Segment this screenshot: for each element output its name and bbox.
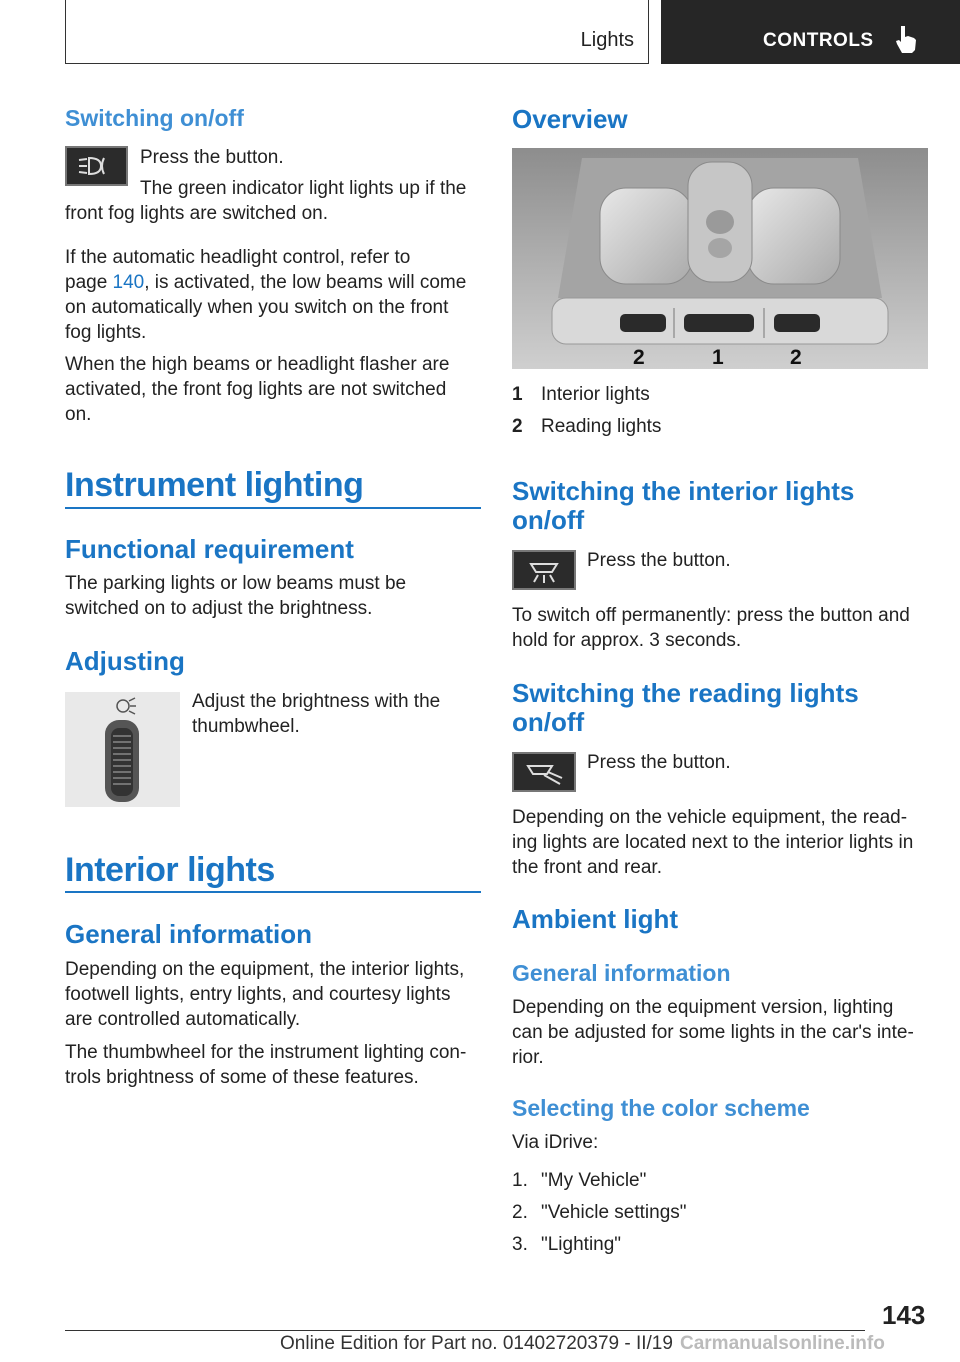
auto-headlight-text-1: If the automatic headlight control, refer to xyxy=(65,247,411,268)
header-section-title: Lights xyxy=(580,29,634,51)
legend-number: 2 xyxy=(512,416,523,437)
reading-light-icon xyxy=(514,754,574,790)
ambient-info-text-2: can be adjusted for some lights in the car's inte‐ xyxy=(512,1022,914,1043)
ambient-info-text-3: rior. xyxy=(512,1047,544,1068)
step-number: 2. xyxy=(512,1202,528,1223)
page-number: 143 xyxy=(882,1300,926,1330)
reading-location-text-2: ing lights are located next to the interior lights in xyxy=(512,832,914,853)
legend-text: Reading lights xyxy=(541,416,662,437)
overhead-console-image xyxy=(512,148,928,369)
switch-off-text-1: To switch off permanently: press the button and xyxy=(512,605,910,626)
reading-location-text-1: Depending on the vehicle equipment, the read‐ xyxy=(512,807,908,828)
interior-light-icon xyxy=(514,552,574,588)
footer-divider xyxy=(65,1330,865,1331)
interior-lights-heading: Interior lights xyxy=(65,851,275,889)
step-text: "My Vehicle" xyxy=(541,1170,647,1191)
section-divider xyxy=(65,891,481,893)
overview-heading: Overview xyxy=(512,104,628,134)
thumbwheel-image xyxy=(65,692,180,807)
switch-interior-heading-1: Switching the interior lights xyxy=(512,476,855,506)
reading-press-text: Press the button. xyxy=(587,752,731,773)
ambient-light-heading: Ambient light xyxy=(512,904,679,934)
interior-press-text: Press the button. xyxy=(587,550,731,571)
reading-light-button-icon xyxy=(512,752,576,792)
watermark: Carmanualsonline.info xyxy=(680,1333,885,1354)
legend-number: 1 xyxy=(512,384,523,405)
high-beam-text-2: activated, the front fog lights are not switched xyxy=(65,379,447,400)
adjust-brightness-text-2: thumbwheel. xyxy=(192,716,300,737)
pointing-hand-icon xyxy=(893,24,919,54)
photo-label-center: 1 xyxy=(712,346,724,369)
page-reference-link[interactable]: 140 xyxy=(112,272,145,293)
thumbwheel-info-text-1: The thumbwheel for the instrument lighting con‐ xyxy=(65,1042,467,1063)
photo-label-left: 2 xyxy=(633,346,645,369)
general-info-text-3: are controlled automatically. xyxy=(65,1009,301,1030)
switch-off-text-2: hold for approx. 3 seconds. xyxy=(512,630,742,651)
general-info-text-1: Depending on the equipment, the interior lights, xyxy=(65,959,465,980)
step-text: "Vehicle settings" xyxy=(541,1202,687,1223)
adjust-brightness-text-1: Adjust the brightness with the xyxy=(192,691,441,712)
auto-headlight-text-2: page 140, is activated, the low beams will come xyxy=(65,272,467,293)
photo-label-right: 2 xyxy=(790,346,802,369)
switching-on-off-heading: Switching on/off xyxy=(65,105,244,131)
interior-light-button-icon xyxy=(512,550,576,590)
overhead-console-photo xyxy=(512,148,928,369)
step-text: "Lighting" xyxy=(541,1234,622,1255)
ambient-general-heading: General information xyxy=(512,960,731,986)
footer-edition: Online Edition for Part no. 01402720379 - II/19 xyxy=(280,1333,673,1354)
functional-requirement-text-2: switched on to adjust the brightness. xyxy=(65,598,373,619)
thumbwheel-info-text-2: trols brightness of some of these features. xyxy=(65,1067,419,1088)
green-indicator-text-1: The green indicator light lights up if the xyxy=(140,178,467,199)
switch-interior-heading-2: on/off xyxy=(512,505,585,535)
ambient-info-text-1: Depending on the equipment version, lighting xyxy=(512,997,894,1018)
color-scheme-heading: Selecting the color scheme xyxy=(512,1095,810,1121)
thumbwheel-icon xyxy=(65,692,180,807)
general-info-text-2: footwell lights, entry lights, and courtesy lights xyxy=(65,984,451,1005)
step-number: 1. xyxy=(512,1170,528,1191)
header-chapter-title: CONTROLS xyxy=(763,30,874,51)
high-beam-text-1: When the high beams or headlight flasher are xyxy=(65,354,450,375)
switch-reading-heading-1: Switching the reading lights xyxy=(512,678,859,708)
fog-light-button-icon xyxy=(65,146,128,186)
via-idrive-text: Via iDrive: xyxy=(512,1132,599,1153)
auto-headlight-text-3: on automatically when you switch on the front xyxy=(65,297,449,318)
step-number: 3. xyxy=(512,1234,528,1255)
green-indicator-text-2: front fog lights are switched on. xyxy=(65,203,328,224)
header-section-tab xyxy=(65,0,649,64)
fog-light-icon xyxy=(67,148,126,184)
adjusting-heading: Adjusting xyxy=(65,646,185,676)
high-beam-text-3: on. xyxy=(65,404,92,425)
reading-location-text-3: the front and rear. xyxy=(512,857,662,878)
press-button-text: Press the button. xyxy=(140,147,284,168)
instrument-lighting-heading: Instrument lighting xyxy=(65,466,364,504)
section-divider xyxy=(65,507,481,509)
legend-text: Interior lights xyxy=(541,384,650,405)
functional-requirement-heading: Functional requirement xyxy=(65,534,354,564)
switch-reading-heading-2: on/off xyxy=(512,707,585,737)
functional-requirement-text-1: The parking lights or low beams must be xyxy=(65,573,407,594)
auto-headlight-text-4: fog lights. xyxy=(65,322,147,343)
general-information-heading: General information xyxy=(65,919,313,949)
